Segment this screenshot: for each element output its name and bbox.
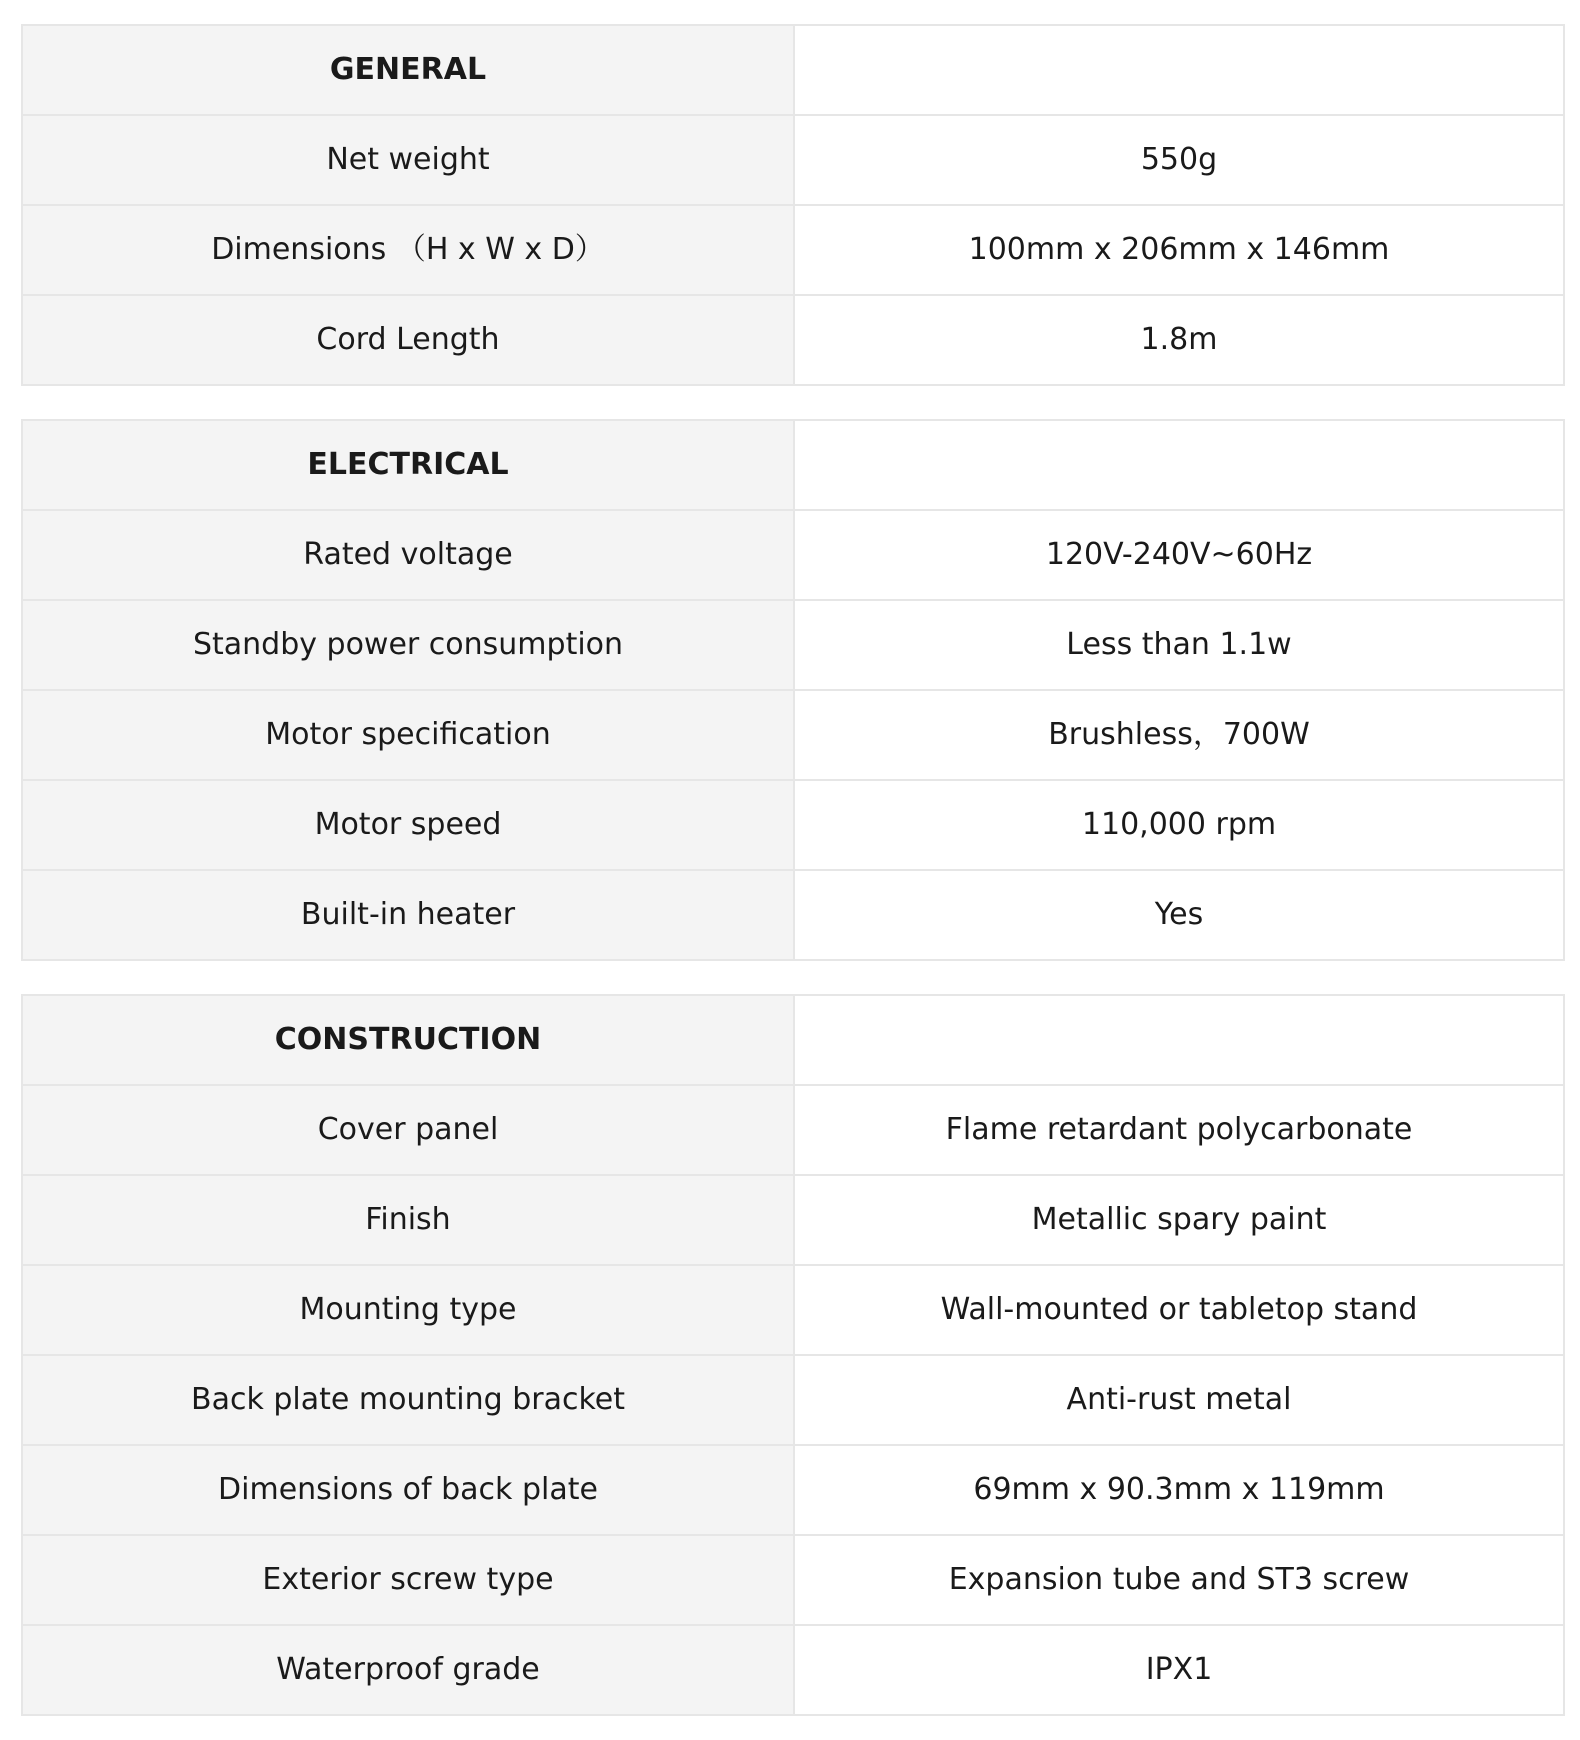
- section-title-construction: CONSTRUCTION: [22, 995, 794, 1085]
- table-row: [22, 295, 1564, 385]
- table-row: [22, 510, 1564, 600]
- section-header-empty-cell: [794, 25, 1564, 115]
- spec-value-exterior-screw-type: Expansion tube and ST3 screw: [794, 1535, 1564, 1625]
- table-row: [22, 600, 1564, 690]
- spec-label-dimensions: Dimensions （H x W x D）: [22, 205, 794, 295]
- section-header-row: [22, 25, 1564, 115]
- spec-value-waterproof-grade: IPX1: [794, 1625, 1564, 1715]
- spec-label-mounting-type: Mounting type: [22, 1265, 794, 1355]
- spec-value-net-weight: 550g: [794, 115, 1564, 205]
- section-title-electrical: ELECTRICAL: [22, 420, 794, 510]
- spec-label-finish: Finish: [22, 1175, 794, 1265]
- spec-value-motor-speed: 110,000 rpm: [794, 780, 1564, 870]
- spec-value-back-plate-bracket: Anti-rust metal: [794, 1355, 1564, 1445]
- table-row: [22, 690, 1564, 780]
- spec-label-net-weight: Net weight: [22, 115, 794, 205]
- section-header-empty-cell: [794, 995, 1564, 1085]
- spec-label-rated-voltage: Rated voltage: [22, 510, 794, 600]
- section-header-row: [22, 995, 1564, 1085]
- table-row: [22, 1265, 1564, 1355]
- spec-label-motor-speed: Motor speed: [22, 780, 794, 870]
- table-row: [22, 1355, 1564, 1445]
- spec-value-rated-voltage: 120V-240V~60Hz: [794, 510, 1564, 600]
- spec-value-finish: Metallic spary paint: [794, 1175, 1564, 1265]
- section-header-empty-cell: [794, 420, 1564, 510]
- spec-label-waterproof-grade: Waterproof grade: [22, 1625, 794, 1715]
- table-row: [22, 205, 1564, 295]
- construction-spec-table: [21, 994, 1565, 1716]
- spec-value-motor-specification: Brushless，700W: [794, 690, 1564, 780]
- spec-value-cord-length: 1.8m: [794, 295, 1564, 385]
- spec-label-built-in-heater: Built-in heater: [22, 870, 794, 960]
- section-title-general: GENERAL: [22, 25, 794, 115]
- spec-label-cover-panel: Cover panel: [22, 1085, 794, 1175]
- spec-value-cover-panel: Flame retardant polycarbonate: [794, 1085, 1564, 1175]
- table-row: [22, 780, 1564, 870]
- spec-value-dimensions: 100mm x 206mm x 146mm: [794, 205, 1564, 295]
- table-row: [22, 870, 1564, 960]
- table-row: [22, 1085, 1564, 1175]
- section-header-row: [22, 420, 1564, 510]
- table-row: [22, 1535, 1564, 1625]
- table-row: [22, 115, 1564, 205]
- spec-value-built-in-heater: Yes: [794, 870, 1564, 960]
- spec-label-exterior-screw-type: Exterior screw type: [22, 1535, 794, 1625]
- spec-value-back-plate-dimensions: 69mm x 90.3mm x 119mm: [794, 1445, 1564, 1535]
- table-row: [22, 1445, 1564, 1535]
- table-row: [22, 1175, 1564, 1265]
- spec-value-mounting-type: Wall-mounted or tabletop stand: [794, 1265, 1564, 1355]
- electrical-spec-table: [21, 419, 1565, 961]
- spec-value-standby-power: Less than 1.1w: [794, 600, 1564, 690]
- spec-label-back-plate-bracket: Back plate mounting bracket: [22, 1355, 794, 1445]
- spec-label-standby-power: Standby power consumption: [22, 600, 794, 690]
- table-row: [22, 1625, 1564, 1715]
- general-spec-table: [21, 24, 1565, 386]
- spec-label-cord-length: Cord Length: [22, 295, 794, 385]
- spec-label-motor-specification: Motor specification: [22, 690, 794, 780]
- spec-label-back-plate-dimensions: Dimensions of back plate: [22, 1445, 794, 1535]
